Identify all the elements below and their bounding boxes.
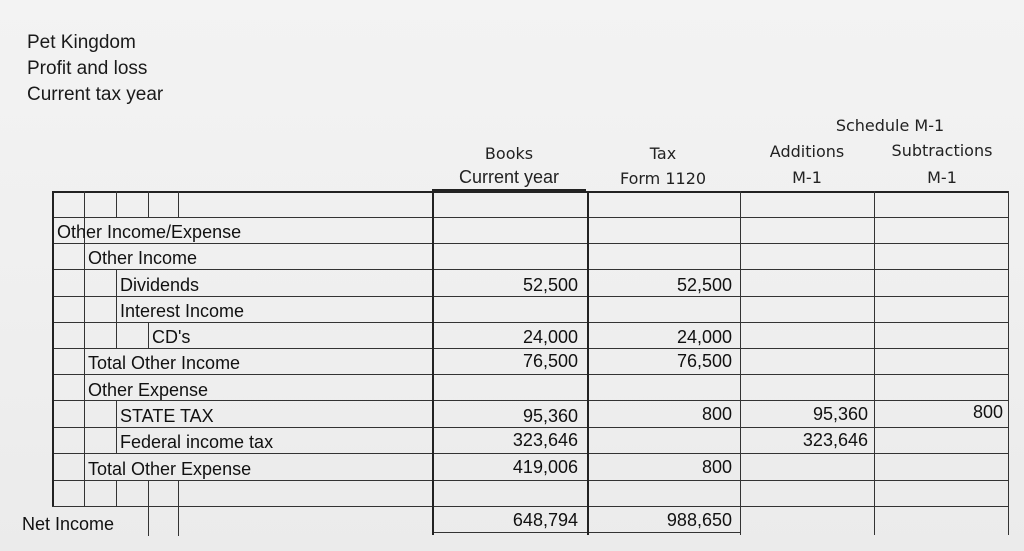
- tax-heading: Tax: [649, 144, 677, 163]
- grid-line: [874, 191, 875, 535]
- grid-line: [84, 480, 85, 506]
- grid-line: [52, 480, 1008, 481]
- grid-line: [52, 374, 1008, 375]
- grid-line: [52, 348, 1008, 349]
- company-name: Pet Kingdom: [27, 32, 136, 53]
- grid-line: [740, 191, 741, 535]
- books-heading: Books: [484, 144, 534, 163]
- grid-line: [116, 269, 117, 348]
- grid-line: [84, 191, 85, 217]
- row-label: Other Income/Expense: [57, 222, 242, 242]
- row-label: Other Income: [88, 248, 198, 268]
- grid-line: [178, 480, 179, 506]
- subtractions-subheading: M-1: [927, 168, 957, 187]
- subtractions-heading: Subtractions: [891, 141, 993, 160]
- row-label: Dividends: [120, 275, 200, 295]
- row-label: CD's: [152, 327, 191, 347]
- row-label: STATE TAX: [120, 406, 214, 426]
- report-title: Profit and loss: [27, 58, 148, 79]
- tax-value: 52,500: [676, 275, 732, 295]
- row-label: Other Expense: [88, 380, 209, 400]
- grid-line: [52, 427, 1008, 428]
- row-label: Total Other Income: [88, 353, 241, 373]
- books-value: 95,360: [522, 406, 578, 426]
- subtractions-value: 800: [972, 402, 1003, 422]
- grid-line: [116, 400, 117, 453]
- additions-value: 95,360: [812, 404, 868, 424]
- net-income-label: Net Income: [22, 514, 115, 534]
- additions-heading: Additions: [769, 142, 845, 161]
- books-value: 419,006: [512, 457, 578, 477]
- grid-line: [52, 453, 1008, 454]
- tax-value: 76,500: [676, 351, 732, 371]
- grid-line: [178, 191, 179, 217]
- grid-line: [84, 217, 85, 506]
- grid-line: [1008, 191, 1009, 535]
- books-value: 323,646: [512, 430, 578, 450]
- grid-line: [52, 217, 1008, 218]
- grid-line: [52, 269, 1008, 270]
- tax-subheading: Form 1120: [619, 169, 707, 188]
- grid-line: [148, 480, 149, 506]
- grid-line: [178, 506, 179, 536]
- grid-line: [52, 191, 1008, 193]
- tax-value: 24,000: [676, 327, 732, 347]
- tax-value: 800: [701, 404, 732, 424]
- grid-line: [148, 322, 149, 348]
- books-value: 24,000: [522, 327, 578, 347]
- grid-line: [432, 532, 740, 533]
- row-label: Total Other Expense: [88, 459, 252, 479]
- row-label: Federal income tax: [120, 432, 274, 452]
- books-value: 76,500: [522, 351, 578, 371]
- grid-line: [148, 506, 149, 536]
- grid-line: [116, 191, 117, 217]
- schedule-m1-heading: Schedule M-1: [835, 116, 945, 135]
- net-income-tax: 988,650: [666, 510, 732, 530]
- grid-line: [116, 480, 117, 506]
- grid-line: [148, 191, 149, 217]
- grid-line: [52, 243, 1008, 244]
- grid-line: [52, 400, 1008, 401]
- books-value: 52,500: [522, 275, 578, 295]
- grid-line: [52, 322, 1008, 323]
- row-label: Interest Income: [120, 301, 245, 321]
- additions-value: 323,646: [802, 430, 868, 450]
- books-subheading: Current year: [458, 167, 560, 187]
- grid-line: [52, 296, 1008, 297]
- grid-line: [52, 506, 1008, 507]
- report-period: Current tax year: [27, 84, 164, 105]
- tax-value: 800: [701, 457, 732, 477]
- additions-subheading: M-1: [792, 168, 822, 187]
- net-income-books: 648,794: [512, 510, 578, 530]
- grid-line: [52, 191, 54, 506]
